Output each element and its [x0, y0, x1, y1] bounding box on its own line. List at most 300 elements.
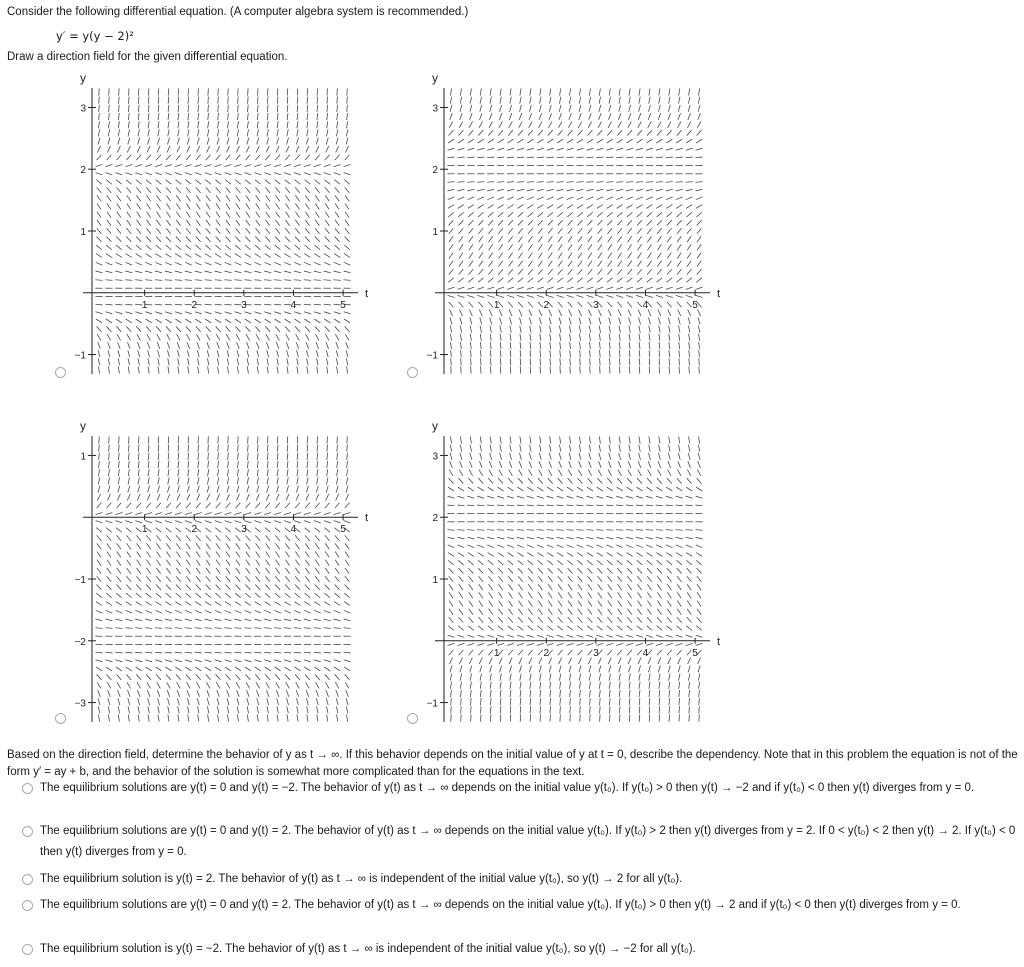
slope-segment: [324, 528, 330, 533]
slope-segment: [115, 271, 122, 273]
slope-segment: [539, 113, 542, 120]
slope-segment: [287, 350, 289, 357]
slope-segment: [499, 236, 503, 242]
slope-segment: [629, 445, 630, 452]
slope-segment: [659, 350, 660, 357]
slope-segment: [469, 657, 472, 664]
slope-segment: [195, 610, 202, 613]
slope-segment: [695, 182, 702, 183]
slope-segment: [126, 187, 131, 192]
graph-option-4-radio[interactable]: [407, 713, 418, 724]
slope-segment: [468, 626, 474, 631]
slope-segment: [244, 628, 251, 629]
slope-segment: [316, 350, 318, 357]
slope-segment: [666, 148, 673, 150]
slope-segment: [599, 461, 602, 468]
slope-segment: [458, 278, 464, 283]
slope-segment: [206, 535, 211, 540]
slope-segment: [629, 674, 630, 681]
slope-segment: [305, 568, 309, 574]
slope-segment: [325, 195, 329, 201]
slope-segment: [334, 319, 340, 323]
slope-segment: [577, 553, 583, 557]
slope-segment: [175, 319, 181, 323]
slope-segment: [345, 203, 349, 209]
slope-segment: [596, 635, 603, 637]
slope-segment: [156, 528, 162, 533]
slope-segment: [295, 203, 299, 209]
answer-option-3-radio[interactable]: [22, 874, 33, 885]
slope-segment: [587, 487, 593, 491]
slope-segment: [186, 503, 191, 508]
slope-segment: [284, 521, 291, 523]
slope-segment: [646, 139, 652, 143]
slope-segment: [175, 304, 182, 305]
slope-segment: [698, 461, 701, 468]
slope-segment: [146, 187, 151, 192]
slope-segment: [345, 187, 350, 192]
slope-segment: [497, 157, 504, 158]
slope-segment: [499, 244, 503, 250]
slope-segment: [297, 113, 298, 120]
slope-segment: [688, 326, 689, 333]
slope-segment: [646, 157, 653, 158]
slope-segment: [638, 113, 641, 120]
slope-segment: [488, 650, 493, 655]
slope-segment: [498, 487, 504, 491]
slope-segment: [138, 129, 139, 136]
slope-segment: [528, 592, 532, 598]
slope-segment: [557, 295, 564, 297]
slope-segment: [627, 553, 633, 557]
slope-segment: [649, 690, 650, 697]
slope-segment: [148, 486, 150, 493]
slope-segment: [175, 521, 182, 523]
slope-segment: [337, 453, 338, 460]
slope-segment: [168, 714, 169, 721]
slope-segment: [336, 146, 339, 153]
slope-segment: [236, 674, 241, 679]
slope-segment: [457, 643, 464, 645]
slope-segment: [314, 513, 321, 515]
slope-segment: [500, 350, 501, 357]
slope-segment: [518, 236, 522, 242]
slope-segment: [626, 643, 633, 645]
slope-segment: [477, 643, 484, 645]
slope-segment: [457, 496, 464, 498]
slope-segment: [470, 113, 473, 120]
slope-segment: [548, 130, 553, 135]
slope-segment: [676, 560, 681, 565]
slope-segment: [688, 461, 691, 468]
answer-option-1[interactable]: [22, 778, 1017, 799]
slope-segment: [334, 262, 341, 265]
answer-option-5[interactable]: [22, 939, 1017, 960]
slope-segment: [138, 105, 139, 112]
y-tick-label: 3: [432, 451, 438, 463]
graph-option-2-radio[interactable]: [407, 367, 418, 378]
graph-option-1-radio[interactable]: [55, 367, 66, 378]
slope-segment: [109, 105, 110, 112]
slope-segment: [135, 521, 142, 523]
slope-segment: [578, 650, 583, 655]
slope-segment: [679, 436, 680, 443]
slope-segment: [676, 148, 683, 150]
slope-segment: [286, 690, 289, 697]
slope-segment: [336, 358, 337, 365]
slope-segment: [324, 271, 331, 273]
slope-segment: [500, 674, 501, 681]
slope-segment: [597, 197, 604, 200]
slope-segment: [195, 312, 202, 314]
answer-option-2[interactable]: [22, 821, 1017, 863]
slope-segment: [508, 560, 513, 565]
slope-segment: [607, 568, 612, 573]
slope-segment: [227, 358, 228, 365]
slope-segment: [637, 626, 643, 631]
slope-segment: [677, 576, 682, 582]
slope-segment: [458, 212, 463, 217]
slope-segment: [538, 269, 543, 274]
answer-option-2-radio[interactable]: [22, 826, 33, 837]
slope-segment: [666, 182, 673, 183]
slope-segment: [205, 513, 212, 515]
slope-segment: [698, 97, 699, 104]
slope-segment: [266, 203, 270, 209]
slope-segment: [274, 262, 281, 265]
slope-segment: [187, 682, 191, 688]
slope-segment: [324, 521, 331, 523]
slope-segment: [667, 568, 672, 573]
t-tick-label: 1: [493, 647, 500, 659]
slope-segment: [520, 690, 521, 697]
slope-segment: [294, 165, 301, 167]
slope-segment: [274, 173, 281, 175]
slope-segment: [628, 592, 632, 598]
slope-segment: [156, 180, 162, 185]
answer-option-5-radio[interactable]: [22, 944, 33, 955]
slope-segment: [499, 584, 503, 590]
slope-segment: [335, 334, 339, 340]
slope-segment: [647, 560, 652, 565]
slope-segment: [666, 537, 673, 539]
slope-segment: [205, 528, 211, 533]
slope-segment: [510, 698, 511, 705]
slope-segment: [606, 189, 613, 191]
slope-segment: [185, 628, 192, 629]
slope-segment: [586, 537, 593, 539]
slope-segment: [236, 494, 239, 501]
slope-segment: [639, 97, 640, 104]
answer-option-4[interactable]: [22, 895, 1017, 916]
slope-segment: [629, 105, 631, 112]
slope-segment: [265, 576, 270, 582]
slope-segment: [497, 537, 504, 539]
slope-segment: [138, 350, 140, 357]
slope-segment: [297, 453, 298, 460]
slope-segment: [598, 601, 602, 607]
slope-segment: [451, 690, 452, 697]
slope-segment: [265, 602, 271, 606]
slope-segment: [168, 358, 169, 365]
slope-segment: [498, 269, 503, 274]
slope-segment: [498, 609, 502, 615]
graph-option-3-radio[interactable]: [55, 713, 66, 724]
slope-segment: [127, 195, 131, 201]
slope-segment: [459, 253, 463, 259]
slope-segment: [570, 88, 571, 95]
slope-segment: [677, 568, 682, 573]
slope-segment: [587, 553, 593, 557]
slope-segment: [590, 706, 591, 713]
slope-segment: [135, 513, 142, 515]
slope-segment: [538, 626, 544, 631]
slope-segment: [479, 309, 482, 316]
slope-segment: [659, 698, 660, 705]
slope-segment: [304, 602, 310, 606]
slope-segment: [686, 295, 693, 297]
slope-segment: [334, 180, 340, 185]
slope-segment: [459, 592, 463, 598]
slope-segment: [489, 236, 493, 242]
slope-segment: [188, 121, 189, 128]
slope-segment: [146, 667, 152, 671]
slope-segment: [477, 287, 484, 289]
slope-segment: [206, 155, 211, 160]
slope-segment: [168, 121, 169, 128]
slope-segment: [520, 706, 521, 713]
slope-segment: [458, 487, 464, 491]
slope-segment: [147, 146, 150, 153]
slope-segment: [607, 553, 613, 557]
slope-segment: [196, 585, 201, 590]
slope-segment: [97, 220, 101, 226]
slope-segment: [619, 334, 620, 341]
slope-segment: [637, 130, 642, 135]
slope-segment: [578, 609, 582, 615]
slope-segment: [275, 543, 279, 549]
slope-segment: [656, 205, 662, 209]
slope-segment: [547, 212, 552, 217]
slope-segment: [599, 88, 600, 95]
slope-segment: [518, 609, 522, 615]
slope-segment: [528, 130, 533, 135]
slope-segment: [649, 445, 650, 452]
slope-segment: [577, 212, 582, 217]
slope-segment: [586, 157, 593, 158]
slope-segment: [325, 237, 330, 242]
slope-segment: [529, 470, 533, 476]
slope-segment: [247, 477, 248, 484]
slope-segment: [294, 602, 300, 606]
slope-segment: [216, 237, 221, 242]
slope-segment: [616, 148, 623, 150]
slope-segment: [617, 278, 623, 283]
slope-segment: [324, 619, 331, 621]
slope-segment: [347, 121, 348, 128]
slope-segment: [577, 545, 584, 548]
slope-segment: [156, 503, 161, 508]
slope-segment: [198, 445, 199, 452]
slope-segment: [296, 138, 298, 145]
slope-segment: [637, 609, 641, 615]
slope-segment: [557, 530, 564, 531]
slope-segment: [315, 187, 320, 192]
slope-segment: [468, 545, 475, 548]
slope-segment: [305, 245, 310, 250]
slope-segment: [467, 505, 474, 506]
slope-segment: [497, 505, 504, 506]
slope-segment: [346, 486, 348, 493]
slope-segment: [117, 551, 121, 557]
slope-segment: [167, 138, 169, 145]
slope-segment: [557, 205, 563, 209]
y-tick-label: −1: [74, 575, 86, 586]
slope-segment: [187, 690, 190, 697]
slope-segment: [116, 667, 122, 671]
slope-segment: [698, 657, 701, 664]
slope-segment: [540, 690, 541, 697]
slope-segment: [626, 295, 633, 297]
slope-segment: [606, 295, 613, 297]
slope-segment: [274, 165, 281, 167]
slope-segment: [277, 113, 278, 120]
slope-segment: [235, 237, 240, 242]
slope-segment: [528, 261, 532, 267]
slope-segment: [225, 521, 232, 523]
answer-option-3[interactable]: [22, 869, 1017, 890]
slope-segment: [216, 568, 220, 574]
slope-segment: [155, 304, 162, 305]
slope-segment: [116, 585, 121, 590]
slope-segment: [266, 212, 270, 218]
answer-option-1-radio[interactable]: [22, 783, 33, 794]
slope-segment: [156, 593, 161, 598]
slope-segment: [568, 478, 573, 483]
slope-segment: [317, 366, 318, 373]
slope-segment: [648, 657, 651, 664]
slope-segment: [637, 269, 642, 274]
slope-segment: [305, 180, 311, 185]
slope-segment: [336, 350, 338, 357]
slope-segment: [109, 453, 110, 460]
answer-option-4-radio[interactable]: [22, 900, 33, 911]
slope-segment: [676, 205, 682, 209]
slope-segment: [267, 350, 269, 357]
slope-segment: [224, 280, 231, 281]
y-axis-label: y: [80, 419, 86, 433]
slope-segment: [327, 714, 328, 721]
slope-segment: [136, 180, 142, 185]
slope-segment: [335, 503, 340, 508]
slope-segment: [606, 537, 613, 539]
slope-segment: [257, 477, 258, 484]
slope-segment: [451, 342, 452, 349]
slope-segment: [234, 271, 241, 273]
slope-segment: [304, 173, 311, 175]
slope-segment: [450, 105, 452, 112]
slope-segment: [646, 545, 653, 548]
slope-segment: [127, 146, 130, 153]
slope-segment: [127, 568, 131, 574]
slope-segment: [448, 278, 454, 283]
slope-segment: [619, 445, 620, 452]
slope-segment: [218, 113, 219, 120]
slope-segment: [689, 698, 690, 705]
slope-segment: [195, 652, 202, 653]
slope-segment: [245, 326, 250, 331]
slope-segment: [335, 326, 340, 331]
slope-segment: [185, 254, 191, 258]
slope-segment: [334, 513, 341, 515]
slope-segment: [697, 228, 702, 234]
slope-segment: [569, 309, 572, 316]
slope-segment: [137, 195, 141, 201]
slope-segment: [264, 304, 271, 305]
slope-segment: [469, 253, 473, 259]
slope-segment: [538, 584, 542, 590]
slope-segment: [168, 97, 169, 104]
slope-segment: [205, 593, 210, 598]
slope-segment: [237, 714, 238, 721]
slope-segment: [195, 667, 201, 671]
slope-segment: [317, 129, 318, 136]
slope-segment: [275, 254, 281, 258]
slope-segment: [255, 535, 260, 540]
slope-segment: [676, 635, 683, 637]
slope-segment: [677, 617, 682, 622]
slope-segment: [668, 657, 671, 664]
slope-segment: [460, 113, 463, 120]
slope-segment: [207, 138, 209, 145]
slope-segment: [195, 254, 201, 258]
slope-segment: [117, 220, 121, 226]
slope-segment: [215, 667, 221, 671]
slope-segment: [334, 628, 341, 629]
slope-segment: [576, 530, 583, 531]
slope-segment: [214, 280, 221, 281]
slope-segment: [629, 350, 630, 357]
slope-segment: [548, 601, 552, 607]
slope-segment: [570, 436, 571, 443]
slope-segment: [156, 237, 161, 242]
slope-segment: [265, 593, 270, 598]
slope-segment: [304, 280, 311, 281]
slope-segment: [166, 543, 170, 549]
slope-segment: [539, 122, 543, 128]
slope-segment: [648, 461, 651, 468]
slope-segment: [347, 366, 348, 373]
slope-segment: [646, 643, 653, 645]
slope-segment: [637, 139, 643, 143]
slope-segment: [336, 342, 339, 349]
slope-segment: [107, 568, 111, 574]
slope-segment: [295, 155, 300, 160]
slope-segment: [549, 317, 551, 324]
slope-segment: [176, 195, 180, 201]
slope-segment: [639, 350, 640, 357]
slope-segment: [267, 469, 268, 476]
slope-segment: [461, 698, 462, 705]
slope-segment: [508, 576, 513, 582]
slope-segment: [107, 576, 112, 582]
slope-segment: [245, 610, 252, 613]
slope-segment: [461, 358, 462, 365]
slope-segment: [307, 105, 308, 112]
slope-segment: [687, 592, 691, 598]
slope-segment: [597, 278, 603, 283]
slope-segment: [688, 105, 690, 112]
